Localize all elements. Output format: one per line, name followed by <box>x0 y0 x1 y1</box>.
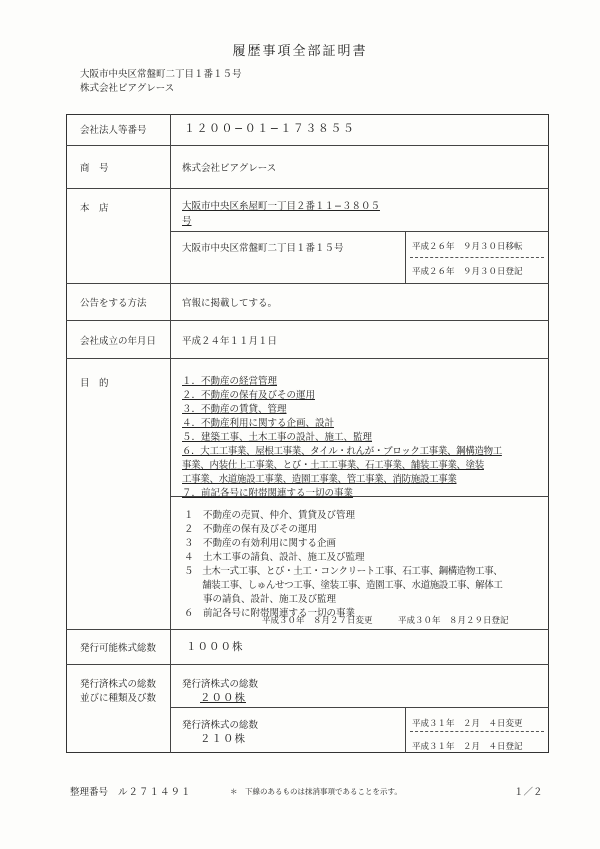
row-subdivider <box>170 231 549 232</box>
current-address: 大阪市中央区常盤町二丁目１番１５号 <box>182 243 344 254</box>
purpose-item: １ 不動産の売買、仲介、賃貸及び管理 <box>184 510 356 521</box>
issued-shares-label-2: 並びに種類及び数 <box>80 693 157 704</box>
purpose-item: ３ 不動産の有効利用に関する企画 <box>184 538 337 549</box>
strikethrough-note: ＊ 下線のあるものは抹消事項であることを示す。 <box>230 787 402 796</box>
purpose-item: ５ 土木一式工事、とび・土工・コンクリート工事、石工事、鋼構造物工事、 <box>184 566 503 577</box>
row-divider <box>66 358 549 359</box>
page-number: １／２ <box>514 787 543 798</box>
old-purpose-item: 工事業、水道施設工事業、造園工事業、管工事業、消防施設工事業 <box>182 474 457 485</box>
old-issued-shares-caption: 発行済株式の総数 <box>182 679 259 690</box>
document-title: 履歴事項全部証明書 <box>232 44 368 59</box>
corp-number-value: １２００−０１−１７３８５５ <box>184 122 356 135</box>
authorized-shares-label: 発行可能株式総数 <box>80 643 157 654</box>
old-purpose-item: ６．大工工事業、屋根工事業、タイル・れんが・ブロック工事業、鋼構造物工 <box>182 446 502 457</box>
header-address: 大阪市中央区常盤町二丁目１番１５号 <box>80 69 242 80</box>
old-purpose-item: 事業、内装仕上工事業、とび・土工工事業、石工事業、舗装工事業、塗装 <box>182 460 484 471</box>
head-office-label: 本 店 <box>80 203 109 214</box>
date-dash-separator <box>410 257 544 258</box>
reference-number-label: 整理番号 <box>70 787 109 798</box>
row-subdivider <box>170 707 549 708</box>
label-column-divider <box>170 114 171 753</box>
old-address-line2: 号 <box>182 216 192 227</box>
date-column-divider <box>405 707 406 753</box>
row-divider <box>66 664 549 665</box>
old-purpose-item: ４．不動産利用に関する企画、設計 <box>182 418 335 429</box>
purpose-item: 舗装工事、しゅんせつ工事、塗装工事、造園工事、水道施設工事、解体工 <box>184 580 503 591</box>
trade-name-value: 株式会社ビアグレース <box>182 163 277 174</box>
reference-number-value: ル２７１４９１ <box>118 787 192 798</box>
issued-shares-caption: 発行済株式の総数 <box>182 720 259 731</box>
old-purpose-item: １．不動産の経営管理 <box>182 376 278 387</box>
authorized-shares-value: １０００株 <box>186 641 244 653</box>
issued-shares-change-date: 平成３１年 ２月 ４日変更 <box>412 719 523 729</box>
old-issued-shares-value: ２００株 <box>200 692 246 704</box>
purpose-item: ６ 前記各号に附帯関連する一切の事業 <box>184 608 356 619</box>
old-purpose-item: ２．不動産の保有及びその運用 <box>182 390 316 401</box>
purpose-item: ２ 不動産の保有及びその運用 <box>184 524 318 535</box>
issued-shares-value: ２１０株 <box>200 733 246 745</box>
header-company: 株式会社ビアグレース <box>80 83 175 94</box>
notice-method-value: 官報に掲載してする。 <box>182 298 278 309</box>
established-label: 会社成立の年月日 <box>80 336 157 347</box>
row-divider <box>66 188 549 189</box>
purpose-change-note: 平成３０年 ８月２７日変更 平成３０年 ８月２９日登記 <box>262 616 509 626</box>
purpose-label: 目 的 <box>80 378 109 389</box>
date-dash-separator <box>410 731 544 732</box>
corp-number-label: 会社法人等番号 <box>80 125 147 136</box>
purpose-item: ４ 土木工事の請負、設計、施工及び監理 <box>184 552 365 563</box>
old-purpose-item: ７．前記各号に附帯関連する一切の事業 <box>182 488 354 499</box>
established-value: 平成２４年１１月１日 <box>182 336 278 347</box>
trade-name-label: 商 号 <box>80 163 109 174</box>
old-purpose-item: ５．建築工事、土木工事の設計、施工、監理 <box>182 432 373 443</box>
old-purpose-item: ３．不動産の賃貸、管理 <box>182 404 287 415</box>
notice-method-label: 公告をする方法 <box>80 298 147 309</box>
issued-shares-registration-date: 平成３１年 ２月 ４日登記 <box>412 742 523 752</box>
row-divider <box>66 283 549 284</box>
date-column-divider <box>405 231 406 283</box>
purpose-item: 事の請負、設計、施工及び監理 <box>184 594 337 605</box>
row-divider <box>66 629 549 630</box>
relocation-registration-date: 平成２６年 ９月３０日登記 <box>412 267 523 277</box>
row-divider <box>66 145 549 146</box>
relocation-date: 平成２６年 ９月３０日移転 <box>412 242 523 252</box>
old-address-line1: 大阪市中央区糸屋町一丁目２番１１−３８０５ <box>182 201 380 212</box>
row-divider <box>66 320 549 321</box>
issued-shares-label: 発行済株式の総数 <box>80 679 157 690</box>
